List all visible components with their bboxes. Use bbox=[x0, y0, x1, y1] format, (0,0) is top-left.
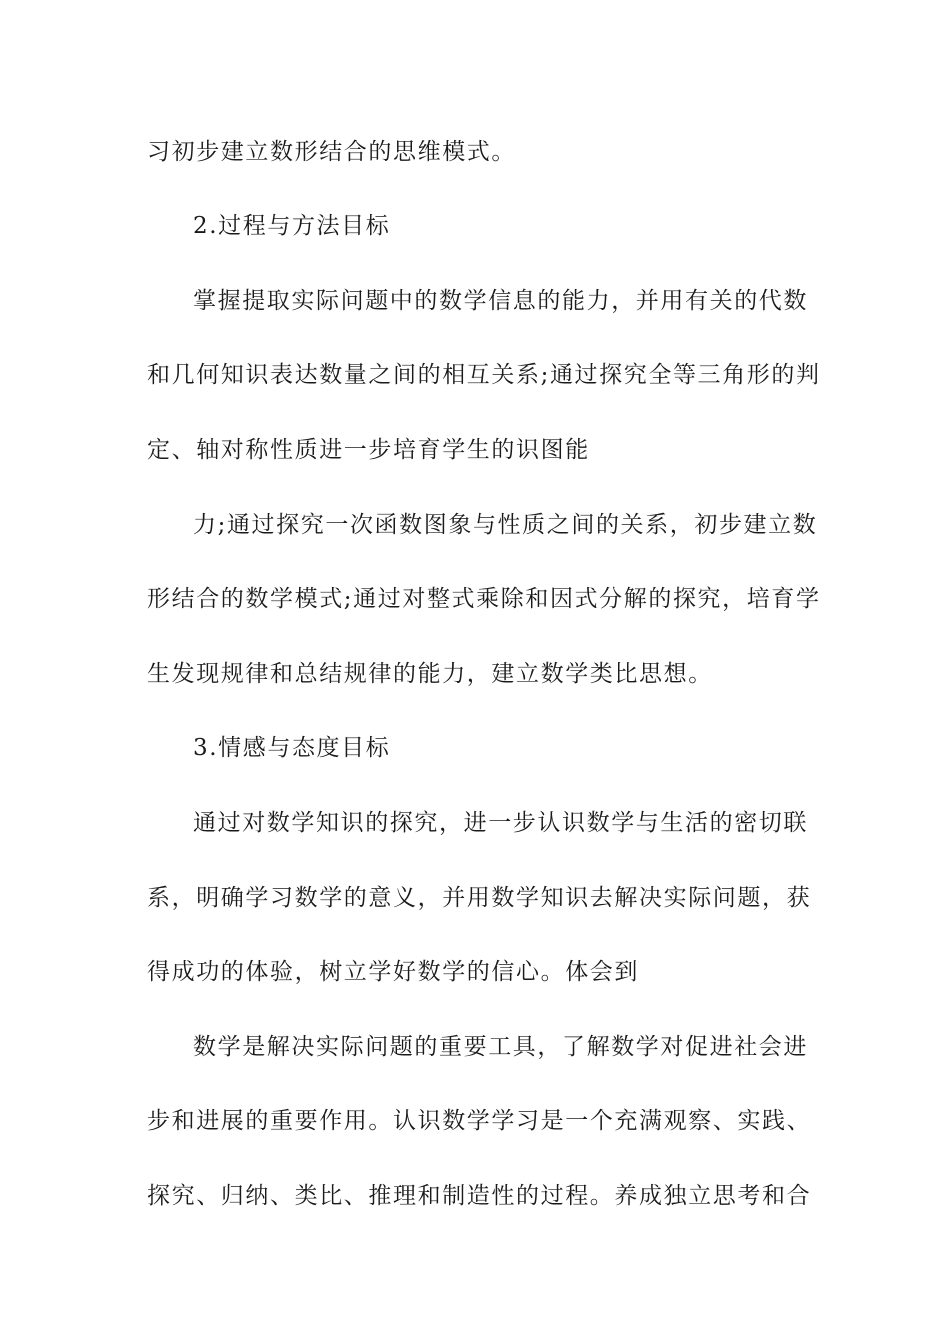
text-line: 得成功的体验，树立学好数学的信心。体会到 bbox=[147, 959, 639, 985]
section-heading: 2.过程与方法目标 bbox=[193, 213, 391, 239]
text-line: 生发现规律和总结规律的能力，建立数学类比思想。 bbox=[147, 661, 713, 687]
text-line: 掌握提取实际问题中的数学信息的能力，并用有关的代数 bbox=[193, 288, 808, 314]
text-line: 数学是解决实际问题的重要工具，了解数学对促进社会进 bbox=[193, 1034, 808, 1060]
section-heading: 3.情感与态度目标 bbox=[193, 735, 391, 761]
text-line: 定、轴对称性质进一步培育学生的识图能 bbox=[147, 437, 590, 463]
text-line: 力;通过探究一次函数图象与性质之间的关系，初步建立数 bbox=[193, 512, 818, 538]
text-line: 和几何知识表达数量之间的相互关系;通过探究全等三角形的判 bbox=[147, 362, 821, 388]
text-line: 系，明确学习数学的意义，并用数学知识去解决实际问题，获 bbox=[147, 885, 812, 911]
text-line: 通过对数学知识的探究，进一步认识数学与生活的密切联 bbox=[193, 810, 808, 836]
text-line: 形结合的数学模式;通过对整式乘除和因式分解的探究，培育学 bbox=[147, 586, 821, 612]
text-line: 探究、归纳、类比、推理和制造性的过程。养成独立思考和合 bbox=[147, 1183, 812, 1209]
text-line: 步和进展的重要作用。认识数学学习是一个充满观察、实践、 bbox=[147, 1108, 812, 1134]
text-line: 习初步建立数形结合的思维模式。 bbox=[147, 139, 516, 165]
